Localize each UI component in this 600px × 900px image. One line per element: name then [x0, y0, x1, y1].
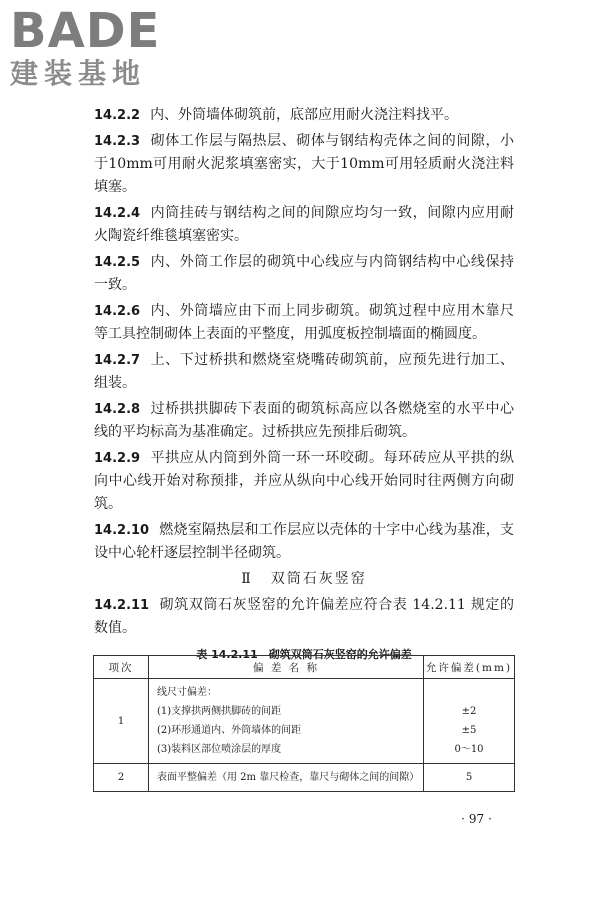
clause-text: 内、外筒墙应由下而上同步砌筑。砌筑过程中应用木靠尺等工具控制砌体上表面的平整度，用弧度板控制墙面的椭圆度。 — [94, 303, 514, 342]
clause-text: 燃烧室隔热层和工作层应以壳体的十字中心线为基准，支设中心轮杆逐层控制半径砌筑。 — [94, 522, 514, 561]
row-name-cell — [149, 679, 424, 764]
deviation-table — [93, 655, 515, 792]
clause-14-2-6 — [94, 300, 514, 346]
clause-text: 内筒挂砖与钢结构之间的间隙应均匀一致，间隙内应用耐火陶瓷纤维毯填塞密实。 — [94, 205, 514, 244]
page-number: · 97 · — [461, 812, 492, 826]
row-value-cell — [424, 679, 515, 764]
table-caption: 表 14.2.11 砌筑双筒石灰竖窑的允许偏差 — [196, 648, 412, 661]
row-index: 2 — [94, 764, 149, 792]
clause-text: 砌体工作层与隔热层、砌体与钢结构壳体之间的间隙，小于10mm可用耐火泥浆填塞密实，大于10mm可用轻质耐火浇注料填塞。 — [94, 133, 514, 195]
clause-number: 14.2.11 — [94, 598, 150, 613]
row-item-value: ±2 — [461, 706, 477, 717]
clause-text: 内、外筒工作层的砌筑中心线应与内筒钢结构中心线保持一致。 — [94, 254, 514, 293]
clause-number: 14.2.3 — [94, 134, 141, 149]
clause-number: 14.2.2 — [94, 108, 141, 123]
logo-wordmark: BADE — [10, 3, 161, 59]
clause-text: 内、外筒墙体砌筑前，底部应用耐火浇注料找平。 — [150, 107, 459, 123]
clause-number: 14.2.10 — [94, 523, 150, 538]
section-title: 双筒石灰竖窑 — [270, 571, 367, 587]
logo — [10, 3, 190, 90]
clause-number: 14.2.9 — [94, 451, 141, 466]
header-index: 项次 — [94, 656, 149, 679]
clause-14-2-2 — [94, 104, 514, 127]
section-heading — [94, 568, 514, 591]
document-body — [94, 104, 514, 670]
row-index: 1 — [94, 679, 149, 764]
clause-14-2-9 — [94, 447, 514, 516]
clause-text: 过桥拱拱脚砖下表面的砌筑标高应以各燃烧室的水平中心线的平均标高为基准确定。过桥拱应先预排后砌筑。 — [94, 401, 514, 440]
table-header-row — [94, 656, 515, 679]
table-row — [94, 764, 515, 792]
row-item-name: (1)支撑拱两侧拱脚砖的间距 — [157, 706, 282, 717]
row-value: 5 — [424, 764, 515, 792]
page-number-value: 97 — [468, 812, 485, 826]
logo-subtitle: 建装基地 — [10, 57, 147, 90]
clause-14-2-10 — [94, 519, 514, 565]
clause-number: 14.2.5 — [94, 255, 141, 270]
row-item-name: (2)环形通道内、外筒墙体的间距 — [157, 725, 302, 736]
row-item-value: 0～10 — [454, 744, 484, 755]
clause-number: 14.2.6 — [94, 304, 141, 319]
row-item-name: (3)装料区部位喷涂层的厚度 — [157, 744, 282, 755]
clause-text: 砌筑双筒石灰竖窑的允许偏差应符合表 14.2.11 规定的数值。 — [94, 597, 514, 636]
clause-text: 平拱应从内筒到外筒一环一环咬砌。每环砖应从平拱的纵向中心线开始对称预排，并应从纵向中心线开始同时往两侧方向砌筑。 — [94, 450, 514, 512]
clause-14-2-7 — [94, 349, 514, 395]
clause-14-2-4 — [94, 202, 514, 248]
clause-14-2-11 — [94, 594, 514, 640]
header-value: 允许偏差(mm) — [424, 656, 515, 679]
row-item-value: ±5 — [461, 725, 477, 736]
section-numeral: Ⅱ — [241, 571, 253, 587]
clause-text: 上、下过桥拱和燃烧室烧嘴砖砌筑前，应预先进行加工、组装。 — [94, 352, 514, 391]
clause-number: 14.2.8 — [94, 402, 141, 417]
clause-14-2-3 — [94, 130, 514, 199]
clause-number: 14.2.4 — [94, 206, 141, 221]
clause-14-2-8 — [94, 398, 514, 444]
clause-14-2-5 — [94, 251, 514, 297]
row-title: 线尺寸偏差： — [157, 687, 217, 698]
clause-number: 14.2.7 — [94, 353, 141, 368]
table-row — [94, 679, 515, 764]
row-name: 表面平整偏差（用 2m 靠尺检查，靠尺与砌体之间的间隙） — [149, 764, 424, 792]
header-name: 偏 差 名 称 — [149, 656, 424, 679]
